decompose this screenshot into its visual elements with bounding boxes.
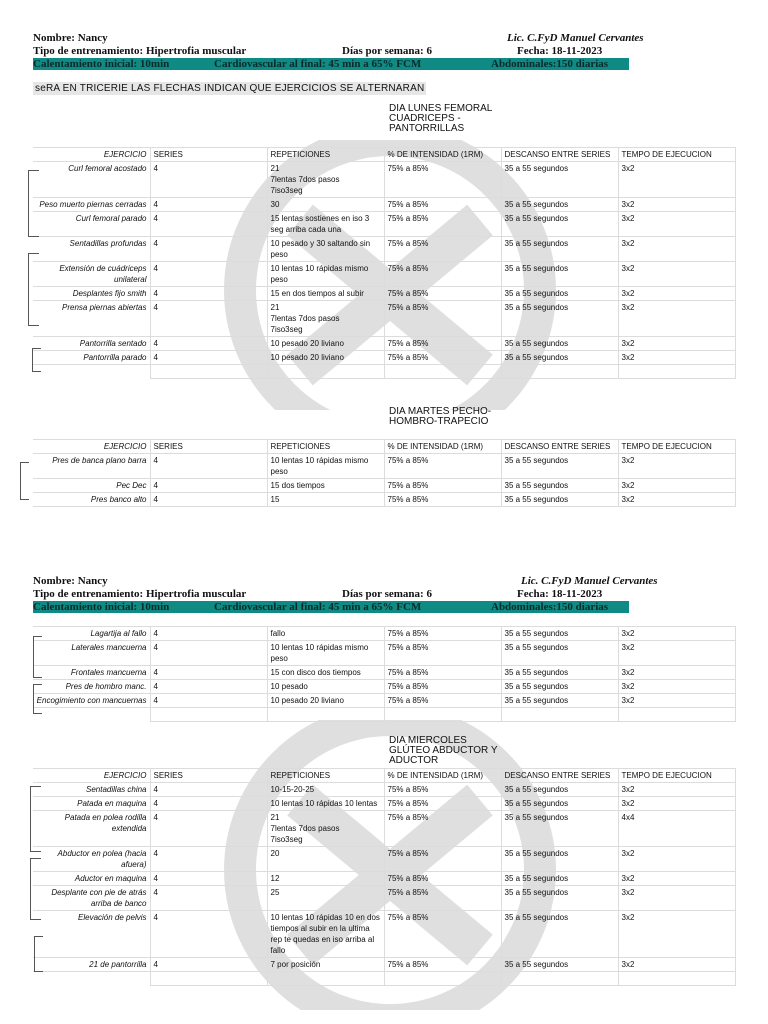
table-cell: 10 lentas 10 rápidas 10 lentas	[267, 797, 384, 811]
alternation-bracket	[32, 348, 41, 372]
column-header: SERIES	[150, 769, 267, 783]
column-header: DESCANSO ENTRE SERIES	[501, 148, 618, 162]
exercise-name: Extensión de cuádriceps unilateral	[33, 262, 150, 287]
table-cell: 75% a 85%	[384, 454, 501, 479]
alternation-bracket	[33, 636, 42, 678]
table-row	[33, 783, 735, 797]
exercise-name: Pec Dec	[33, 479, 150, 493]
table-cell: 4	[150, 479, 267, 493]
alternation-bracket	[34, 936, 43, 972]
table-cell: 4	[150, 886, 267, 911]
alternation-bracket	[28, 253, 39, 326]
table-cell: 3x2	[618, 212, 735, 237]
page-header-2: Nombre: Nancy Lic. C.FyD Manuel Cervantes Tipo de entrenamiento: Hipertrofia muscular Días por semana: 6 Fecha: 18-11-2023 Calentamiento inicial: 10min Cardiovascular al final: 45 min a 65% FCM Abdominales:150 diarias	[33, 575, 658, 613]
table-cell: 4	[150, 454, 267, 479]
table-cell: 4	[150, 198, 267, 212]
table-cell: 3x2	[618, 351, 735, 365]
table-row	[33, 627, 735, 641]
table-cell: 20	[267, 847, 384, 872]
table-row	[33, 162, 735, 198]
table-cell: 10 pesado 20 liviano	[267, 337, 384, 351]
table-cell: 75% a 85%	[384, 301, 501, 337]
exercise-name: Sentadillas profundas	[33, 237, 150, 262]
table-row	[33, 262, 735, 287]
table-cell: 75% a 85%	[384, 680, 501, 694]
table-cell: 4	[150, 797, 267, 811]
table-cell: 4	[150, 641, 267, 666]
column-header: REPETICIONES	[267, 769, 384, 783]
table-header-row	[33, 148, 735, 162]
table-row	[33, 641, 735, 666]
table-cell: 75% a 85%	[384, 886, 501, 911]
table-cell: 4	[150, 287, 267, 301]
routine-table-miercoles	[33, 768, 736, 986]
table-row	[33, 666, 735, 680]
table-cell: 3x2	[618, 847, 735, 872]
exercise-name: Patada en polea rodilla extendida	[33, 811, 150, 847]
table-cell: 3x2	[618, 162, 735, 198]
table-cell: 3x2	[618, 886, 735, 911]
table-row-empty	[33, 708, 735, 722]
table-cell: 3x2	[618, 783, 735, 797]
table-row	[33, 872, 735, 886]
table-cell: 75% a 85%	[384, 162, 501, 198]
table-cell: 3x2	[618, 479, 735, 493]
trainer-name: Lic. C.FyD Manuel Cervantes	[507, 32, 644, 44]
exercise-name: Curl femoral acostado	[33, 162, 150, 198]
table-cell: 35 a 55 segundos	[501, 958, 618, 972]
table-cell: 3x2	[618, 680, 735, 694]
table-row	[33, 680, 735, 694]
table-cell: 75% a 85%	[384, 337, 501, 351]
table-cell: 10 lentas 10 rápidas mismo peso	[267, 454, 384, 479]
table-cell: 75% a 85%	[384, 198, 501, 212]
table-cell: 15 en dos tiempos al subir	[267, 287, 384, 301]
table-cell: 35 a 55 segundos	[501, 351, 618, 365]
table-cell: 10 pesado 20 liviano	[267, 351, 384, 365]
table-cell: 75% a 85%	[384, 694, 501, 708]
exercise-name: Pantorrilla sentado	[33, 337, 150, 351]
table-cell: 3x2	[618, 337, 735, 351]
table-cell: 3x2	[618, 911, 735, 958]
table-cell: 21 7lentas 7dos pasos 7iso3seg	[267, 301, 384, 337]
table-cell: 35 a 55 segundos	[501, 641, 618, 666]
table-cell: 3x2	[618, 454, 735, 479]
table-cell: 75% a 85%	[384, 493, 501, 507]
table-cell: 75% a 85%	[384, 479, 501, 493]
table-cell: 15	[267, 493, 384, 507]
table-cell: 35 a 55 segundos	[501, 237, 618, 262]
table-cell: 3x2	[618, 287, 735, 301]
table-cell: 35 a 55 segundos	[501, 198, 618, 212]
table-row	[33, 797, 735, 811]
table-cell: 75% a 85%	[384, 847, 501, 872]
column-header: % DE INTENSIDAD (1RM)	[384, 440, 501, 454]
exercise-name: Pres banco alto	[33, 493, 150, 507]
table-cell: 4	[150, 666, 267, 680]
table-header-row	[33, 769, 735, 783]
table-cell: 4	[150, 493, 267, 507]
table-row-empty	[33, 972, 735, 986]
table-cell: 75% a 85%	[384, 641, 501, 666]
table-cell: 3x2	[618, 237, 735, 262]
training-type: Tipo de entrenamiento: Hipertrofia muscular	[33, 45, 247, 57]
routine-table-martes-cont	[33, 626, 736, 722]
table-cell: 4	[150, 847, 267, 872]
table-row	[33, 351, 735, 365]
exercise-name: Encogimiento con mancuernas	[33, 694, 150, 708]
table-cell: 75% a 85%	[384, 811, 501, 847]
table-cell: 10 lentas 10 rápidas mismo peso	[267, 262, 384, 287]
table-cell: 35 a 55 segundos	[501, 911, 618, 958]
table-row	[33, 212, 735, 237]
table-cell: 3x2	[618, 666, 735, 680]
table-cell: 21 7lentas 7dos pasos 7iso3seg	[267, 162, 384, 198]
table-cell: 35 a 55 segundos	[501, 162, 618, 198]
exercise-name: Curl femoral parado	[33, 212, 150, 237]
table-cell: 15 lentas sostienes en iso 3 seg arriba cada una	[267, 212, 384, 237]
table-cell: 35 a 55 segundos	[501, 797, 618, 811]
table-cell: 35 a 55 segundos	[501, 493, 618, 507]
table-cell: 21 7lentas 7dos pasos 7iso3seg	[267, 811, 384, 847]
exercise-name: Patada en maquina	[33, 797, 150, 811]
table-cell: 35 a 55 segundos	[501, 783, 618, 797]
exercise-name: Pres de banca plano barra	[33, 454, 150, 479]
alternation-note: seRA EN TRICERIE LAS FLECHAS INDICAN QUE EJERCICIOS SE ALTERNARAN	[35, 83, 425, 94]
table-cell: 35 a 55 segundos	[501, 287, 618, 301]
table-cell: 4	[150, 351, 267, 365]
table-cell: 75% a 85%	[384, 237, 501, 262]
table-cell: 3x2	[618, 641, 735, 666]
exercise-name: Prensa piernas abiertas	[33, 301, 150, 337]
column-header: TEMPO DE EJECUCION	[618, 440, 735, 454]
table-cell: 15 dos tiempos	[267, 479, 384, 493]
table-cell: 4	[150, 783, 267, 797]
table-cell: 35 a 55 segundos	[501, 262, 618, 287]
table-cell: 4	[150, 237, 267, 262]
page-header	[33, 32, 733, 70]
table-row	[33, 694, 735, 708]
table-row	[33, 198, 735, 212]
table-row	[33, 886, 735, 911]
column-header: SERIES	[150, 148, 267, 162]
exercise-name: 21 de pantorrilla	[33, 958, 150, 972]
table-cell: 75% a 85%	[384, 262, 501, 287]
table-row	[33, 301, 735, 337]
table-cell: 35 a 55 segundos	[501, 337, 618, 351]
table-cell: 4	[150, 162, 267, 198]
table-row	[33, 811, 735, 847]
column-header: TEMPO DE EJECUCION	[618, 769, 735, 783]
table-cell: 75% a 85%	[384, 212, 501, 237]
table-cell: 10 lentas 10 rápidas mismo peso	[267, 641, 384, 666]
client-name: Nombre: Nancy	[33, 32, 108, 44]
column-header: DESCANSO ENTRE SERIES	[501, 769, 618, 783]
table-cell: 12	[267, 872, 384, 886]
alternation-bracket	[33, 684, 42, 714]
exercise-name: Abductor en polea (hacia afuera)	[33, 847, 150, 872]
table-cell: 7 por posición	[267, 958, 384, 972]
table-cell: 3x2	[618, 301, 735, 337]
table-cell: 35 a 55 segundos	[501, 212, 618, 237]
table-cell: 4	[150, 627, 267, 641]
table-cell: 35 a 55 segundos	[501, 627, 618, 641]
routine-table-lunes	[33, 147, 736, 379]
table-cell: 75% a 85%	[384, 666, 501, 680]
exercise-name: Lagartija al fallo	[33, 627, 150, 641]
table-cell: 35 a 55 segundos	[501, 872, 618, 886]
table-cell: 30	[267, 198, 384, 212]
table-cell: 10 lentas 10 rápidas 10 en dos tiempos al subir en la ultima rep te quedas en iso arriba al fallo	[267, 911, 384, 958]
table-cell: 75% a 85%	[384, 783, 501, 797]
table-cell: 35 a 55 segundos	[501, 666, 618, 680]
exercise-name: Elevación de pelvis	[33, 911, 150, 958]
table-cell: 75% a 85%	[384, 958, 501, 972]
column-header: SERIES	[150, 440, 267, 454]
table-cell: 4	[150, 680, 267, 694]
table-cell: 75% a 85%	[384, 872, 501, 886]
table-cell: 4	[150, 694, 267, 708]
table-cell: 4	[150, 301, 267, 337]
table-cell: 75% a 85%	[384, 627, 501, 641]
table-cell: 4	[150, 811, 267, 847]
table-cell: 3x2	[618, 262, 735, 287]
table-cell: 25	[267, 886, 384, 911]
table-cell: 15 con disco dos tiempos	[267, 666, 384, 680]
table-header-row	[33, 440, 735, 454]
column-header: REPETICIONES	[267, 148, 384, 162]
table-cell: 4	[150, 337, 267, 351]
alternation-bracket	[20, 462, 29, 500]
day-title-lunes: DIA LUNES FEMORAL CUADRICEPS - PANTORRILLAS	[389, 103, 492, 134]
exercise-name: Peso muerto piernas cerradas	[33, 198, 150, 212]
table-cell: 75% a 85%	[384, 351, 501, 365]
table-cell: 35 a 55 segundos	[501, 811, 618, 847]
table-cell: 35 a 55 segundos	[501, 847, 618, 872]
exercise-name: Laterales mancuerna	[33, 641, 150, 666]
table-cell: 75% a 85%	[384, 911, 501, 958]
table-cell: 3x2	[618, 627, 735, 641]
date: Fecha: 18-11-2023	[517, 45, 603, 57]
table-cell: 3x2	[618, 694, 735, 708]
table-cell: 3x2	[618, 958, 735, 972]
table-cell: 3x2	[618, 198, 735, 212]
warmup-bar: Calentamiento inicial: 10min Cardiovascular al final: 45 min a 65% FCM Abdominales:150 diarias	[33, 58, 629, 70]
table-cell: 35 a 55 segundos	[501, 454, 618, 479]
table-cell: 75% a 85%	[384, 797, 501, 811]
table-cell: 10-15-20-25	[267, 783, 384, 797]
column-header: EJERCICIO	[33, 440, 150, 454]
table-cell: 35 a 55 segundos	[501, 694, 618, 708]
table-cell: 4	[150, 872, 267, 886]
table-row	[33, 493, 735, 507]
table-row	[33, 337, 735, 351]
alternation-bracket	[30, 858, 41, 920]
table-row	[33, 454, 735, 479]
table-cell: 4	[150, 212, 267, 237]
table-cell: 3x2	[618, 493, 735, 507]
table-row	[33, 847, 735, 872]
table-cell: 4	[150, 911, 267, 958]
table-cell: 75% a 85%	[384, 287, 501, 301]
table-cell: fallo	[267, 627, 384, 641]
routine-table-martes	[33, 439, 736, 507]
table-cell: 35 a 55 segundos	[501, 680, 618, 694]
alternation-bracket	[28, 170, 39, 237]
table-row	[33, 958, 735, 972]
exercise-name: Pantorrilla parado	[33, 351, 150, 365]
exercise-name: Sentadillas china	[33, 783, 150, 797]
day-title-miercoles: DIA MIERCOLES GLÚTEO ABDUCTOR Y ADUCTOR	[389, 735, 498, 766]
table-row	[33, 479, 735, 493]
day-title-martes: DIA MARTES PECHO-HOMBRO-TRAPECIO	[389, 406, 492, 427]
table-row-empty	[33, 365, 735, 379]
table-cell: 35 a 55 segundos	[501, 886, 618, 911]
exercise-name: Frontales mancuerna	[33, 666, 150, 680]
days-per-week: Días por semana: 6	[342, 45, 432, 57]
warmup-bar-2: Calentamiento inicial: 10min Cardiovascular al final: 45 min a 65% FCM Abdominales:150 diarias	[33, 601, 629, 613]
column-header: EJERCICIO	[33, 148, 150, 162]
column-header: TEMPO DE EJECUCION	[618, 148, 735, 162]
table-cell: 10 pesado y 30 saltando sin peso	[267, 237, 384, 262]
table-row	[33, 237, 735, 262]
table-cell: 3x2	[618, 797, 735, 811]
exercise-name: Pres de hombro manc.	[33, 680, 150, 694]
table-cell: 3x2	[618, 872, 735, 886]
table-cell: 10 pesado 20 liviano	[267, 694, 384, 708]
column-header: % DE INTENSIDAD (1RM)	[384, 148, 501, 162]
alternation-bracket	[30, 786, 41, 852]
table-cell: 35 a 55 segundos	[501, 301, 618, 337]
table-cell: 4	[150, 958, 267, 972]
table-cell: 4	[150, 262, 267, 287]
exercise-name: Desplante con pie de atrás arriba de banco	[33, 886, 150, 911]
column-header: EJERCICIO	[33, 769, 150, 783]
table-cell: 4x4	[618, 811, 735, 847]
column-header: REPETICIONES	[267, 440, 384, 454]
table-cell: 10 pesado	[267, 680, 384, 694]
column-header: DESCANSO ENTRE SERIES	[501, 440, 618, 454]
table-row	[33, 287, 735, 301]
exercise-name: Aductor en maquina	[33, 872, 150, 886]
column-header: % DE INTENSIDAD (1RM)	[384, 769, 501, 783]
exercise-name: Desplantes fijo smith	[33, 287, 150, 301]
table-cell: 35 a 55 segundos	[501, 479, 618, 493]
table-row	[33, 911, 735, 958]
